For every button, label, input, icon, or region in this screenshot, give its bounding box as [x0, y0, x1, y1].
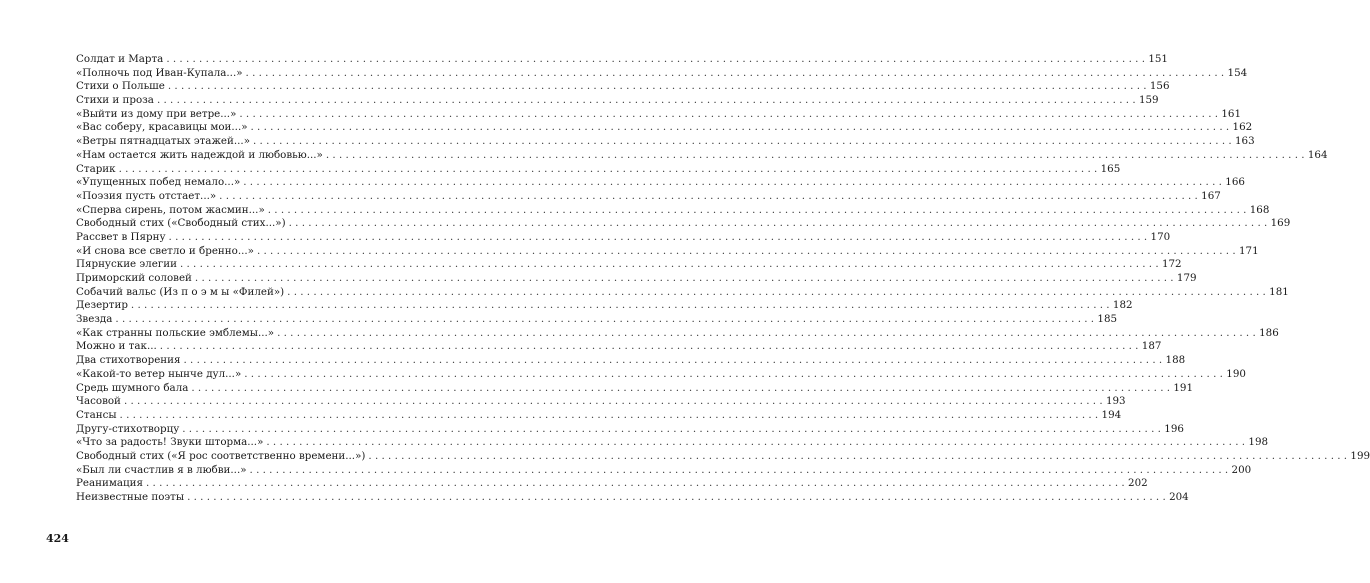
toc-entry-title: Другу-стихотворцу [76, 422, 180, 435]
toc-entry-title: Два стихотворения [76, 354, 181, 367]
dot-leader [184, 354, 1163, 368]
toc-entry-title: «Какой-то ветер нынче дул...» [76, 367, 242, 380]
toc-entry-title: Дезертир [76, 299, 128, 312]
toc-entry-title: Приморский соловей [76, 272, 192, 284]
toc-entry-title: «Как странны польские эмблемы...» [76, 326, 275, 339]
dot-leader [326, 149, 1305, 163]
toc-entry-title: Солдат и Марта [76, 53, 164, 65]
dot-leader [257, 245, 1236, 259]
toc-entry-title: Звезда [76, 313, 113, 326]
toc-entry-title: «И снова все светло и бренно...» [76, 244, 254, 257]
dot-leader [243, 176, 1222, 190]
toc-entry [76, 285, 1289, 300]
toc-entry [76, 217, 1291, 231]
toc-entry-page: 187 [1141, 340, 1162, 353]
dot-leader [368, 450, 1347, 464]
toc-entry [76, 477, 1148, 491]
dot-leader [146, 477, 1125, 491]
toc-entry-page: 162 [1232, 121, 1253, 134]
dot-leader [166, 53, 1145, 67]
toc-entry-page: 190 [1226, 367, 1246, 380]
toc-entry-title: Можно и так... [76, 340, 157, 353]
dot-leader [244, 368, 1223, 382]
dot-leader [251, 121, 1230, 135]
toc-entry [76, 244, 1259, 259]
dot-leader [287, 286, 1266, 300]
toc-entry-title: Стансы [76, 408, 117, 421]
toc-entry [76, 230, 1171, 245]
toc-entry [76, 463, 1252, 478]
toc-entry [76, 258, 1182, 272]
dot-leader [160, 340, 1139, 354]
dot-leader [169, 231, 1148, 245]
toc-entry-title: Пярнуские элегии [76, 258, 177, 271]
toc-entry [76, 148, 1328, 163]
toc-entry-title: «Нам остается жить надеждой и любовью...» [76, 148, 323, 161]
toc-entry [76, 340, 1162, 354]
toc-entry [76, 367, 1246, 382]
toc-entry-title: Свободный стих («Свободный стих...») [76, 217, 286, 230]
toc-entry-title: «Вас соберу, красавицы мои...» [76, 121, 248, 134]
toc-entry-title: «Упущенных побед немало...» [76, 176, 241, 189]
dot-leader [191, 382, 1170, 396]
toc-entry-title: «Поэзия пусть отстает...» [76, 189, 217, 202]
toc-entry-page: 200 [1231, 463, 1252, 476]
table-of-contents [76, 53, 1370, 505]
toc-entry-page: 168 [1249, 203, 1270, 216]
page-number: 424 [46, 532, 69, 545]
dot-leader [289, 217, 1268, 231]
toc-entry-title: Стихи и проза [76, 94, 154, 107]
toc-entry [76, 313, 1118, 327]
toc-entry [76, 408, 1122, 423]
toc-entry-page: 171 [1238, 244, 1259, 257]
toc-entry-title: «Выйти из дому при ветре...» [76, 107, 237, 120]
toc-entry-page: 164 [1307, 148, 1328, 161]
toc-entry [76, 272, 1197, 286]
toc-entry [76, 326, 1279, 341]
toc-entry-page: 154 [1227, 66, 1248, 79]
toc-entry [76, 162, 1121, 177]
toc-entry [76, 436, 1269, 450]
toc-entry [76, 381, 1194, 396]
toc-entry-page: 194 [1101, 408, 1122, 421]
toc-entry-page: 193 [1105, 395, 1126, 408]
dot-leader [250, 464, 1229, 478]
toc-entry [76, 449, 1370, 464]
dot-leader [253, 135, 1232, 149]
dot-leader [120, 409, 1099, 423]
toc-entry-page: 186 [1259, 326, 1279, 339]
dot-leader [168, 80, 1147, 94]
toc-entry-page: 151 [1148, 53, 1168, 65]
dot-leader [195, 272, 1174, 286]
toc-entry-title: Рассвет в Пярну [76, 230, 166, 243]
dot-leader [219, 190, 1198, 204]
toc-entry [76, 121, 1253, 135]
toc-entry [76, 135, 1255, 149]
toc-entry-page: 156 [1149, 80, 1170, 93]
toc-entry-page: 202 [1128, 477, 1148, 490]
toc-entry [76, 422, 1184, 437]
toc-entry [76, 80, 1170, 94]
toc-entry-title: «Что за радость! Звуки шторма...» [76, 436, 264, 449]
toc-entry-title: Старик [76, 162, 116, 175]
toc-entry-title: Часовой [76, 395, 121, 408]
dot-leader [124, 395, 1103, 409]
toc-entry-page: 182 [1112, 299, 1133, 312]
dot-leader [182, 423, 1161, 437]
toc-entry-page: 161 [1221, 107, 1242, 120]
toc-entry [76, 53, 1168, 67]
toc-entry [76, 203, 1270, 218]
toc-entry-title: «Был ли счастлив я в любви...» [76, 463, 247, 476]
toc-entry-page: 167 [1201, 189, 1221, 202]
toc-entry [76, 94, 1159, 108]
toc-entry-page: 191 [1173, 381, 1194, 394]
toc-entry-title: «Сперва сирень, потом жасмин...» [76, 203, 265, 216]
dot-leader [180, 258, 1159, 272]
toc-entry-title: «Ветры пятнадцатых этажей...» [76, 135, 250, 148]
toc-entry [76, 66, 1248, 81]
toc-entry-page: 185 [1097, 313, 1118, 326]
toc-entry-title: Свободный стих («Я рос соответственно времени...») [76, 449, 366, 462]
toc-entry-page: 188 [1165, 354, 1186, 367]
dot-leader [246, 67, 1225, 81]
dot-leader [239, 108, 1218, 122]
dot-leader [131, 299, 1110, 313]
toc-entry-title: Стихи о Польше [76, 80, 165, 93]
dot-leader [157, 94, 1136, 108]
dot-leader [115, 313, 1094, 327]
toc-entry-page: 163 [1235, 135, 1255, 148]
toc-entry-page: 172 [1161, 258, 1182, 271]
toc-entry [76, 107, 1242, 122]
toc-entry-page: 165 [1100, 162, 1121, 175]
toc-entry-page: 166 [1225, 176, 1245, 189]
toc-entry-page: 198 [1248, 436, 1269, 449]
dot-leader [277, 327, 1256, 341]
dot-leader [268, 204, 1247, 218]
toc-entry-page: 181 [1269, 285, 1289, 298]
toc-entry-page: 199 [1350, 449, 1370, 462]
dot-leader [266, 436, 1245, 450]
toc-entry [76, 299, 1133, 313]
toc-entry-title: «Полночь под Иван-Купала...» [76, 66, 243, 79]
toc-entry-title: Неизвестные поэты [76, 491, 185, 503]
toc-entry [76, 354, 1186, 368]
dot-leader [187, 491, 1166, 505]
toc-entry-page: 204 [1169, 491, 1189, 503]
toc-entry-page: 170 [1150, 230, 1171, 243]
toc-entry-page: 169 [1270, 217, 1291, 230]
toc-entry [76, 395, 1126, 409]
toc-entry-page: 196 [1164, 422, 1184, 435]
toc-entry-title: Собачий вальс (Из п о э м ы «Филей») [76, 285, 285, 298]
toc-entry-title: Средь шумного бала [76, 381, 189, 394]
dot-leader [119, 163, 1098, 177]
toc-entry-page: 179 [1176, 272, 1197, 284]
toc-entry-title: Реанимация [76, 477, 144, 490]
toc-entry [76, 491, 1189, 505]
toc-entry-page: 159 [1138, 94, 1159, 107]
toc-entry [76, 176, 1245, 190]
toc-entry [76, 189, 1221, 204]
